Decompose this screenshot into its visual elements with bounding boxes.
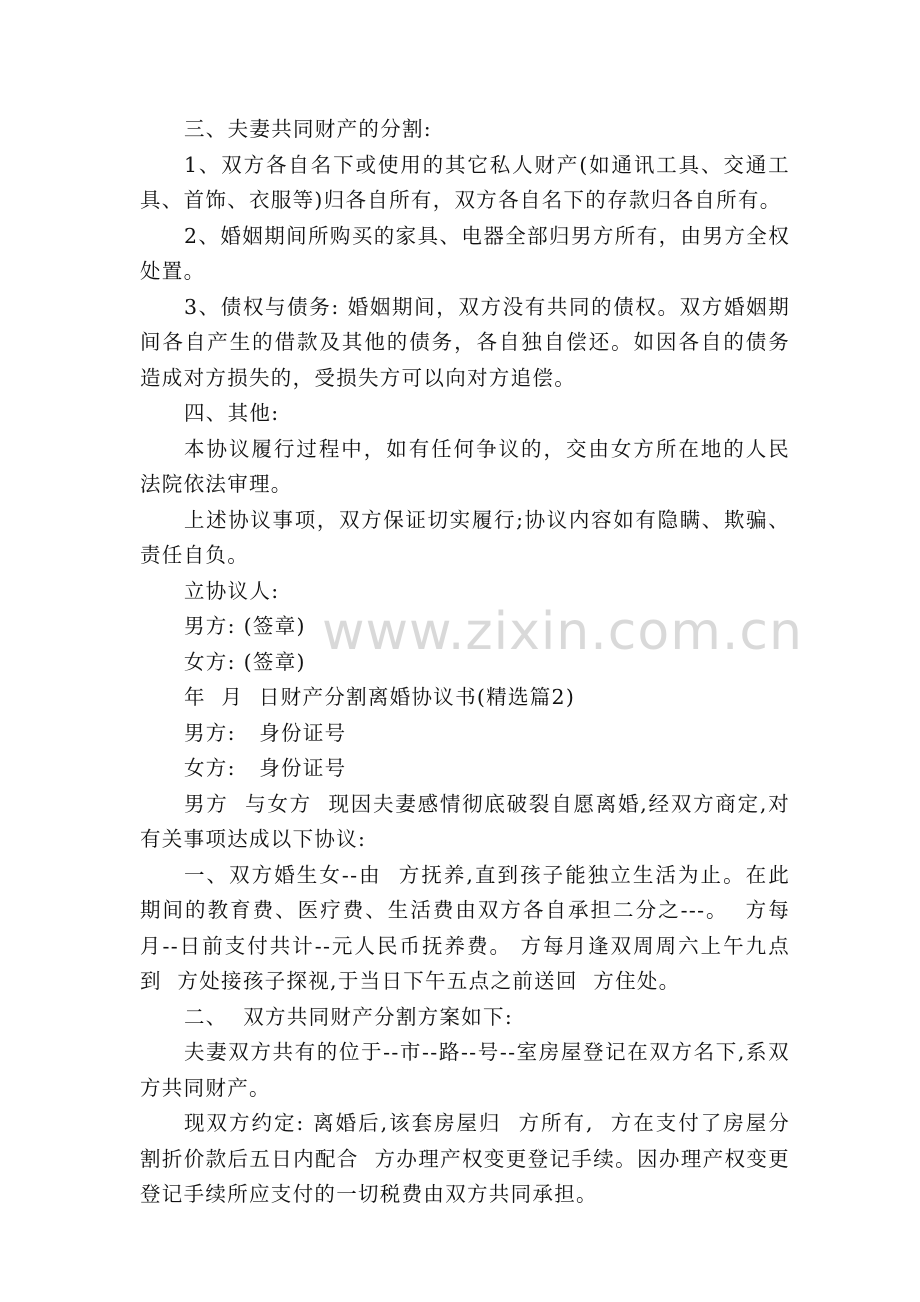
date-and-title: 年 月 日财产分割离婚协议书(精选篇2)	[184, 685, 576, 709]
signature-male: 男方: (签章)	[184, 614, 306, 638]
section-heading-division: 二、 双方共同财产分割方案如下:	[184, 1004, 514, 1029]
clause-dispute: 本协议履行过程中，如有任何争议的，交由女方所在地的人民法院依法审理。	[140, 436, 790, 496]
signature-female: 女方: (签章)	[184, 649, 306, 674]
clause-private-property: 1、双方各自名下或使用的其它私人财产(如通讯工具、交通工具、首饰、衣服等)归各自所有，双方各自名下的存款归各自所有。	[140, 152, 790, 212]
document-body	[140, 112, 790, 1213]
watermark: www.zixin.com.cn	[322, 602, 803, 662]
section-heading-other: 四、其他:	[184, 401, 280, 425]
section-heading-property: 三、夫妻共同财产的分割:	[184, 117, 433, 141]
clause-furniture: 2、婚姻期间所购买的家具、电器全部归男方所有，由男方全权处置。	[140, 223, 790, 283]
clause-child-custody: 一、双方婚生女--由 方抚养,直到孩子能独立生活为止。在此期间的教育费、医疗费、生活费由双方各自承担二分之---。 方每月--日前支付共计--元人民币抚养费。 方每月逢双周周六上午九点到 方处接孩子探视,于当日下午五点之前送回 方住处。	[140, 862, 790, 993]
female-id-line: 女方: 身份证号	[184, 756, 347, 780]
clause-house: 夫妻双方共有的位于--市--路--号--室房屋登记在双方名下,系双方共同财产。	[140, 1040, 790, 1100]
clause-debts: 3、债权与债务: 婚姻期间，双方没有共同的债权。双方婚姻期间各自产生的借款及其他的债务，各自独自偿还。如因各自的债务造成对方损失的，受损失方可以向对方追偿。	[140, 294, 790, 390]
preamble: 男方 与女方 现因夫妻感情彻底破裂自愿离婚,经双方商定,对有关事项达成以下协议:	[140, 791, 790, 851]
clause-house-agreement: 现双方约定: 离婚后,该套房屋归 方所有, 方在支付了房屋分割折价款后五日内配合 方办理产权变更登记手续。因办理产权变更登记手续所应支付的一切税费由双方共同承担。	[140, 1111, 790, 1206]
clause-guarantee: 上述协议事项，双方保证切实履行;协议内容如有隐瞒、欺骗、责任自负。	[140, 507, 790, 567]
signatories-label: 立协议人:	[184, 578, 280, 603]
male-id-line: 男方: 身份证号	[184, 720, 347, 745]
